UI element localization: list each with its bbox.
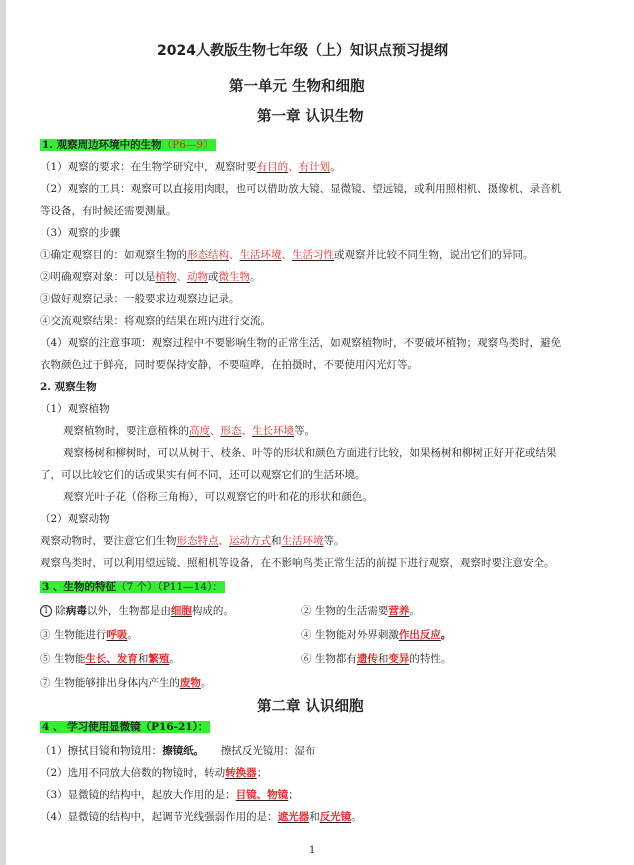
plant-observe-2a: 观察杨树和柳树时，可以从树干、枝条、叶等的形状和颜色方面进行比较，如果杨树和柳树正好开花或结果 [63,447,557,459]
answer-purposeful: 有目的 [256,161,289,173]
animal-observe-2: 观察鸟类时，可以利用望远镜、照相机等设备，在不影响鸟类正常生活的前提下进行观察，观察时要注意安全。 [40,557,555,569]
section1-heading [40,138,216,152]
answer-form-features: 形态特点 [176,535,219,547]
observe-notes-line1: （4）观察的注意事项：观察过程中不要影响生物的正常生活，如观察植物时，不要破坏植物；观察鸟类时，避免 [40,337,562,349]
plant-observe-3: 观察光叶子花（俗称三角梅），可以观察它的叶和花的形状和颜色。 [63,491,373,503]
observe-tools-line1: （2）观察的工具：观察可以直接用肉眼，也可以借助放大镜、显微镜、望远镜，或利用照相机、摄像机、录音机 [40,183,562,195]
observe-steps-heading: （3）观察的步骤 [40,227,121,239]
observe-notes-line2: 衣物颜色过于鲜亮，同时要保持安静，不要喧哗，在拍摄时，不要使用闪光灯等。 [40,359,418,371]
answer-nutrition: 营养 [388,605,410,617]
section1-title: 1. 观察周边环境中的生物 [42,139,162,151]
answer-living-habits: 生活习性 [292,249,334,261]
observe-animals-heading: （2）观察动物 [40,513,110,525]
feature-6: ⑥ 生物都有遗传和变异的特性。 [301,653,452,665]
feature-3: ③ 生物能进行呼吸。 [40,629,138,641]
chapter1-heading: 第一章 认识生物 [257,109,364,125]
chapter2-heading: 第二章 认识细胞 [257,699,364,715]
answer-eyepiece-objective: 目镜、物镜 [235,789,289,801]
answer-planned: 有计划 [298,161,331,173]
section2-heading: 2. 观察生物 [40,381,97,393]
step-2: ②明确观察对象：可以是植物、动物或微生物。 [40,271,261,283]
answer-habitat: 生活环境 [281,535,324,547]
observe-plants-heading: （1）观察植物 [40,403,110,415]
step-3: ③做好观察记录：一般要求边观察边记录。 [40,293,240,305]
answer-animals: 动物 [187,271,208,283]
plant-observe-1: 观察植物时，要注意植株的高度、形态、生长环境等。 [63,425,315,437]
answer-growth-environment: 生长环境 [252,425,294,437]
answer-reproduction: 繁殖 [148,653,170,665]
step-1: ①确定观察目的：如观察生物的形态结构、生活环境、生活习性或观察并比较不同生物，说出它们的异同。 [40,249,534,261]
answer-height: 高度 [189,425,210,437]
microscope-4: （4）显微镜的结构中，起调节光线强弱作用的是：遮光器和反光镜。 [40,811,362,823]
answer-plants: 植物 [155,271,177,283]
answer-shape: 形态 [220,425,242,437]
microscope-1: （1）擦拭目镜和物镜用：擦镜纸。 擦拭反光镜用：湿布 [40,745,316,757]
unit-heading: 第一单元 生物和细胞 [229,79,365,95]
step-4: ④交流观察结果：将观察的结果在班内进行交流。 [40,315,271,327]
observe-tools-line2: 等设备，有时候还需要测量。 [40,205,177,217]
circled-number-1: 1 [40,605,52,617]
answer-heredity: 遗传 [356,653,378,665]
answer-diaphragm: 遮光器 [277,811,310,823]
animal-observe-1: 观察动物时，要注意它们生物形态特点、运动方式和生活环境等。 [40,535,345,547]
microscope-2: （2）选用不同放大倍数的物镜时，转动转换器； [40,767,268,779]
document-title: 2024人教版生物七年级（上）知识点预习提纲 [157,43,448,59]
microscope-3: （3）显微镜的结构中，起放大作用的是：目镜、物镜； [40,789,299,801]
section1-pages: （P6—9） [161,139,214,151]
answer-growth-development: 生长、发育 [85,653,138,665]
page-number: 1 [309,845,316,856]
section3-heading: 3 、生物的特征（7 个）（P11—14）： [42,581,223,593]
section4-heading: 4 、 学习使用显微镜（P16-21）： [42,721,209,733]
answer-movement: 运动方式 [229,535,271,547]
feature-7: ⑦ 生物能够排出身体内产生的废物。 [40,677,212,689]
answer-microbes: 微生物 [218,271,250,283]
answer-respond: 作出反应 [398,629,441,641]
answer-mirror: 反光镜 [319,811,352,823]
answer-form-structure: 形态结构 [187,249,229,261]
answer-cell: 细胞 [170,605,192,617]
feature-5: ⑤ 生物能生长、发育和繁殖。 [40,653,180,665]
page-edge [0,0,6,865]
feature-2: ② 生物的生活需要营养。 [301,605,420,617]
observe-requirement: （1）观察的要求：在生物学研究中，观察时要有目的、有计划。 [40,161,341,173]
plant-observe-2b: 了，可以比较它们的话或果实有何不同，还可以观察它们的生活环境。 [40,469,366,481]
feature-4: ④ 生物能对外界刺激作出反应。 [301,629,452,641]
answer-variation: 变异 [388,653,410,665]
answer-nosepiece: 转换器 [225,767,257,779]
feature-1: 1 除病毒以外，生物都是由细胞构成的。 [40,604,234,618]
answer-living-environment: 生活环境 [239,249,282,261]
answer-waste: 废物 [179,677,201,689]
answer-respiration: 呼吸 [106,629,128,641]
